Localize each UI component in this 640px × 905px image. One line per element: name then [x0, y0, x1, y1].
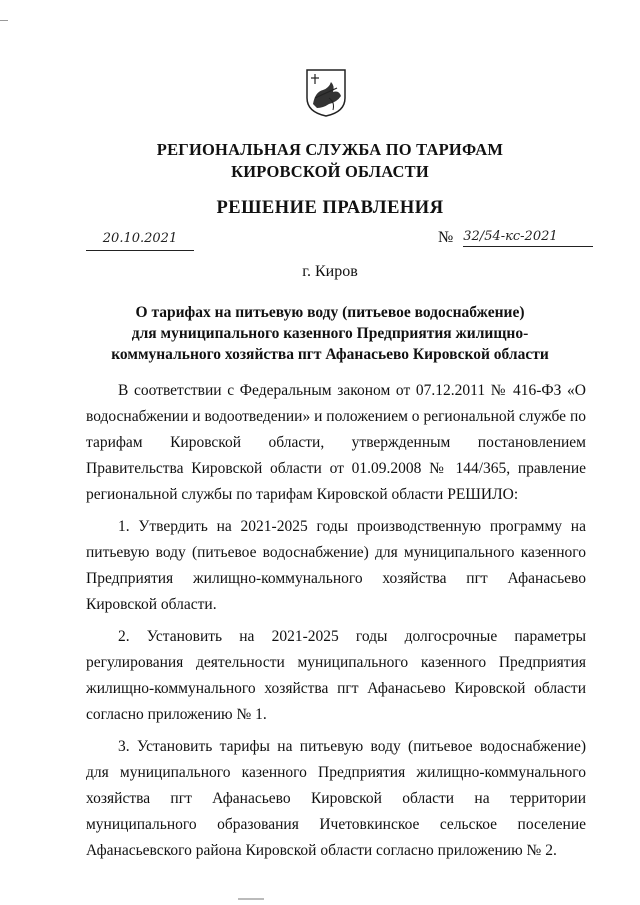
subject-line: для муниципального казенного Предприятия жилищно-: [131, 325, 529, 342]
document-subject: [80, 302, 580, 365]
preamble-paragraph: В соответствии с Федеральным законом от 07.12.2011 № 416-ФЗ «О водоснабжении и водоотведении» и положением о региональной службе по тарифам Кировской области, утвержденным постановлением Правительства Кировской области от 01.09.2008 № 144/365, правление региональной службы по тарифам Кировской области РЕШИЛО:: [86, 382, 586, 503]
decision-number: 32/54-кс-2021: [463, 228, 593, 247]
scan-margin-mark: [0, 20, 8, 21]
document-body: [86, 378, 586, 864]
scan-bottom-mark: [238, 898, 264, 900]
city: г. Киров: [302, 263, 358, 280]
clause-3-paragraph: 3. Установить тарифы на питьевую воду (питьевое водоснабжение) для муниципального казенного Предприятия жилищно-коммунального хозяйства пгт Афанасьево Кировской области на территории муниципального образования Ичетовкинское сельское поселение Афанасьевского района Кировской области согласно приложению № 2.: [86, 738, 586, 859]
clause-2-paragraph: 2. Установить на 2021-2025 годы долгосрочные параметры регулирования деятельности муниципального казенного Предприятия жилищно-коммунального хозяйства пгт Афанасьево Кировской области согласно приложению № 1.: [86, 628, 586, 723]
organization-name-line1: РЕГИОНАЛЬНАЯ СЛУЖБА ПО ТАРИФАМ: [156, 140, 504, 159]
number-sign: №: [438, 229, 454, 246]
subject-line: О тарифах на питьевую воду (питьевое водоснабжение): [135, 304, 525, 321]
clause-1-paragraph: 1. Утвердить на 2021-2025 годы производственную программу на питьевую воду (питьевое водоснабжение) для муниципального казенного Предприятия жилищно-коммунального хозяйства пгт Афанасьево Кировской области.: [86, 518, 586, 613]
decision-number-block: [438, 228, 593, 250]
document-title: РЕШЕНИЕ ПРАВЛЕНИЯ: [216, 198, 444, 218]
decision-date: 20.10.2021: [86, 230, 194, 251]
subject-line: коммунального хозяйства пгт Афанасьево Кировской области: [111, 346, 549, 363]
organization-name-line2: КИРОВСКОЙ ОБЛАСТИ: [231, 162, 429, 181]
coat-of-arms-icon: [305, 68, 347, 118]
